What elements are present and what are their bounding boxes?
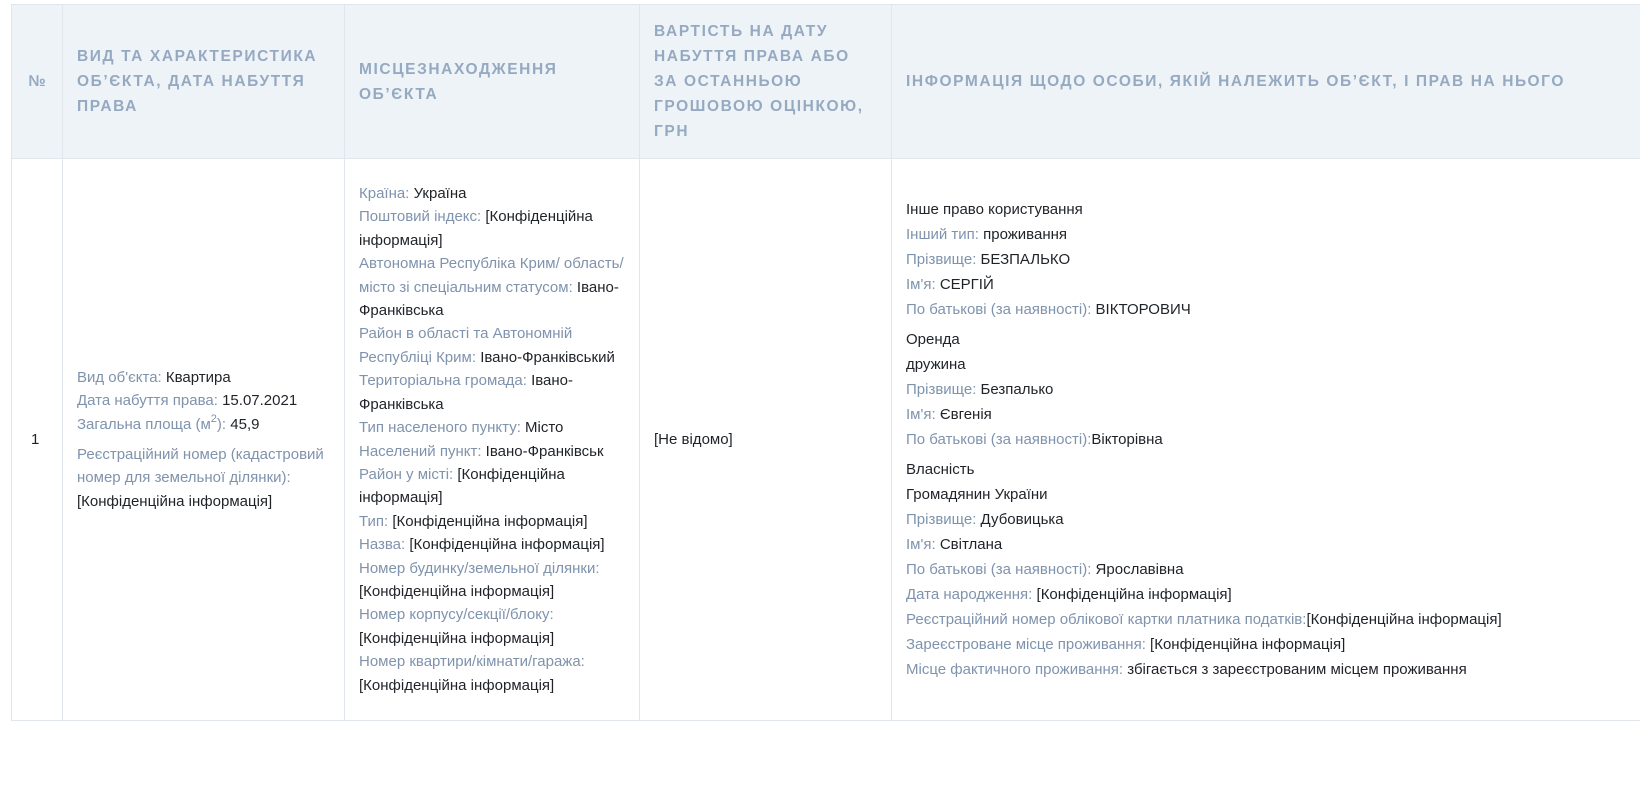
owner-field-label: Ім'я: (906, 276, 936, 293)
location-label: Номер будинку/земельної ділянки: (359, 559, 600, 577)
owner-group (906, 197, 1637, 322)
owner-line (906, 247, 1637, 272)
location-line (359, 322, 625, 369)
location-label: Поштовий індекс: (359, 208, 482, 226)
owner-field-value: Безпалько (980, 381, 1054, 398)
location-line (359, 205, 625, 252)
registration-number-label: Реєстраційний номер (кадастровий номер для земельної ділянки): (77, 446, 324, 487)
owner-field-label: По батькові (за наявності): (906, 431, 1092, 448)
owner-field-value: Інше право користування (906, 201, 1083, 218)
owner-line (906, 507, 1637, 532)
location-line (359, 603, 625, 650)
owner-field-value: дружина (906, 356, 966, 373)
acquisition-date-label: Дата набуття права: (77, 392, 218, 410)
owner-line (906, 377, 1637, 402)
owner-field-label: Прізвище: (906, 251, 977, 268)
owner-line (906, 272, 1637, 297)
owner-line (906, 457, 1637, 482)
owner-line (906, 657, 1637, 682)
location-cell (345, 159, 640, 721)
owner-line (906, 557, 1637, 582)
location-label: Район в області та Автономній Республіці Крим: (359, 325, 573, 366)
owner-field-label: Прізвище: (906, 511, 977, 528)
owner-field-value: [Конфіденційна інформація] (1150, 636, 1346, 653)
owner-field-value: Дубовицька (980, 511, 1064, 528)
owner-line (906, 222, 1637, 247)
owner-field-value: Оренда (906, 331, 960, 348)
location-label: Район у місті: (359, 465, 454, 483)
location-value: [Конфіденційна інформація] (392, 512, 588, 530)
location-line (359, 252, 625, 322)
header-object-type: ВИД ТА ХАРАКТЕРИСТИКА ОБ’ЄКТА, ДАТА НАБУТТЯ ПРАВА (63, 5, 345, 159)
row-number: 1 (12, 159, 63, 721)
owner-field-label: Реєстраційний номер облікової картки платника податків: (906, 611, 1307, 628)
owner-line (906, 607, 1637, 632)
owner-field-label: Ім'я: (906, 536, 936, 553)
header-value: ВАРТІСТЬ НА ДАТУ НАБУТТЯ ПРАВА АБО ЗА ОСТАННЬОЮ ГРОШОВОЮ ОЦІНКОЮ, ГРН (640, 5, 892, 159)
owner-line (906, 427, 1637, 452)
location-value: [Конфіденційна інформація] (359, 465, 565, 507)
owner-field-value: Ярославівна (1095, 561, 1184, 578)
owner-field-label: Ім'я: (906, 406, 936, 423)
owner-field-value: ВІКТОРОВИЧ (1095, 301, 1191, 318)
location-line (359, 369, 625, 416)
object-type-value: Квартира (165, 368, 231, 386)
location-value: [Конфіденційна інформація] (359, 676, 555, 694)
owner-line (906, 402, 1637, 427)
location-value: [Конфіденційна інформація] (409, 536, 605, 554)
owner-field-label: Зареєстроване місце проживання: (906, 636, 1146, 653)
owner-field-value: проживання (983, 226, 1068, 243)
owner-line (906, 197, 1637, 222)
owner-field-value: Власність (906, 461, 975, 478)
location-value: Івано-Франківський (480, 348, 615, 366)
table-row (12, 159, 1640, 721)
owner-field-label: По батькові (за наявності): (906, 301, 1092, 318)
owner-line (906, 297, 1637, 322)
location-label: Назва: (359, 536, 406, 554)
location-label: Номер корпусу/секції/блоку: (359, 606, 554, 624)
location-line (359, 416, 625, 439)
owner-line (906, 632, 1637, 657)
location-value: Івано-Франківськ (485, 442, 604, 460)
owner-field-value: СЕРГІЙ (939, 276, 994, 293)
owner-field-value: БЕЗПАЛЬКО (980, 251, 1071, 268)
location-line (359, 557, 625, 604)
owner-group (906, 457, 1637, 682)
owner-line (906, 582, 1637, 607)
acquisition-date-value: 15.07.2021 (222, 392, 298, 410)
owner-field-value: Громадянин України (906, 486, 1048, 503)
location-label: Автономна Республіка Крим/ область/місто зі спеціальним статусом: (359, 255, 624, 296)
header-location: МІСЦЕЗНАХОДЖЕННЯ ОБ’ЄКТА (345, 5, 640, 159)
owner-field-label: Інший тип: (906, 226, 979, 243)
location-line (359, 650, 625, 697)
value-cell: [Не відомо] (640, 159, 892, 721)
object-main-info (77, 366, 330, 436)
owner-info-cell (892, 159, 1640, 721)
location-value: Івано-Франківська (359, 278, 619, 320)
location-value: Місто (525, 419, 564, 437)
owner-field-label: По батькові (за наявності): (906, 561, 1092, 578)
owner-line (906, 352, 1637, 377)
location-value: Україна (413, 185, 467, 203)
property-table-wrapper (11, 4, 1640, 721)
owner-field-label: Прізвище: (906, 381, 977, 398)
owner-line (906, 532, 1637, 557)
property-table (11, 4, 1640, 721)
table-body (12, 159, 1640, 721)
location-value: Івано-Франківська (359, 372, 573, 413)
location-line (359, 463, 625, 510)
owner-field-value: Євгенія (939, 406, 992, 423)
location-label: Тип: (359, 512, 389, 530)
owner-line (906, 482, 1637, 507)
location-value: [Конфіденційна інформація] (359, 629, 555, 647)
location-line (359, 182, 625, 205)
location-label: Номер квартири/кімнати/гаража: (359, 653, 585, 671)
header-number: № (12, 5, 63, 159)
area-value: 45,9 (230, 415, 260, 433)
location-label: Країна: (359, 185, 410, 203)
table-header (12, 5, 1640, 159)
header-owner-info: ІНФОРМАЦІЯ ЩОДО ОСОБИ, ЯКІЙ НАЛЕЖИТЬ ОБ’ЄКТ, І ПРАВ НА НЬОГО (892, 5, 1640, 159)
owner-field-label: Місце фактичного проживання: (906, 661, 1124, 678)
registration-number-value: [Конфіденційна інформація] (77, 492, 273, 510)
location-line (359, 440, 625, 463)
owner-field-value: [Конфіденційна інформація] (1036, 586, 1232, 603)
location-line (359, 533, 625, 556)
owner-field-label: Дата народження: (906, 586, 1033, 603)
owner-line (906, 327, 1637, 352)
area-label: Загальна площа $(м^2)$: (77, 412, 227, 433)
object-type-label: Вид об'єкта: (77, 368, 162, 386)
owner-field-value: Вікторівна (1091, 431, 1163, 448)
location-label: Територіальна громада: (359, 372, 527, 390)
location-line (359, 510, 625, 533)
object-cell (63, 159, 345, 721)
owner-field-value: Світлана (939, 536, 1003, 553)
location-label: Населений пункт: (359, 442, 482, 460)
location-value: [Конфіденційна інформація] (359, 208, 593, 249)
header-row (12, 5, 1640, 159)
object-registration-info (77, 443, 330, 513)
location-value: [Конфіденційна інформація] (359, 582, 555, 600)
owner-group (906, 327, 1637, 452)
location-label: Тип населеного пункту: (359, 419, 521, 437)
owner-field-value: збігається з зареєстрованим місцем проживання (1127, 661, 1467, 678)
owner-field-value: [Конфіденційна інформація] (1306, 611, 1502, 628)
